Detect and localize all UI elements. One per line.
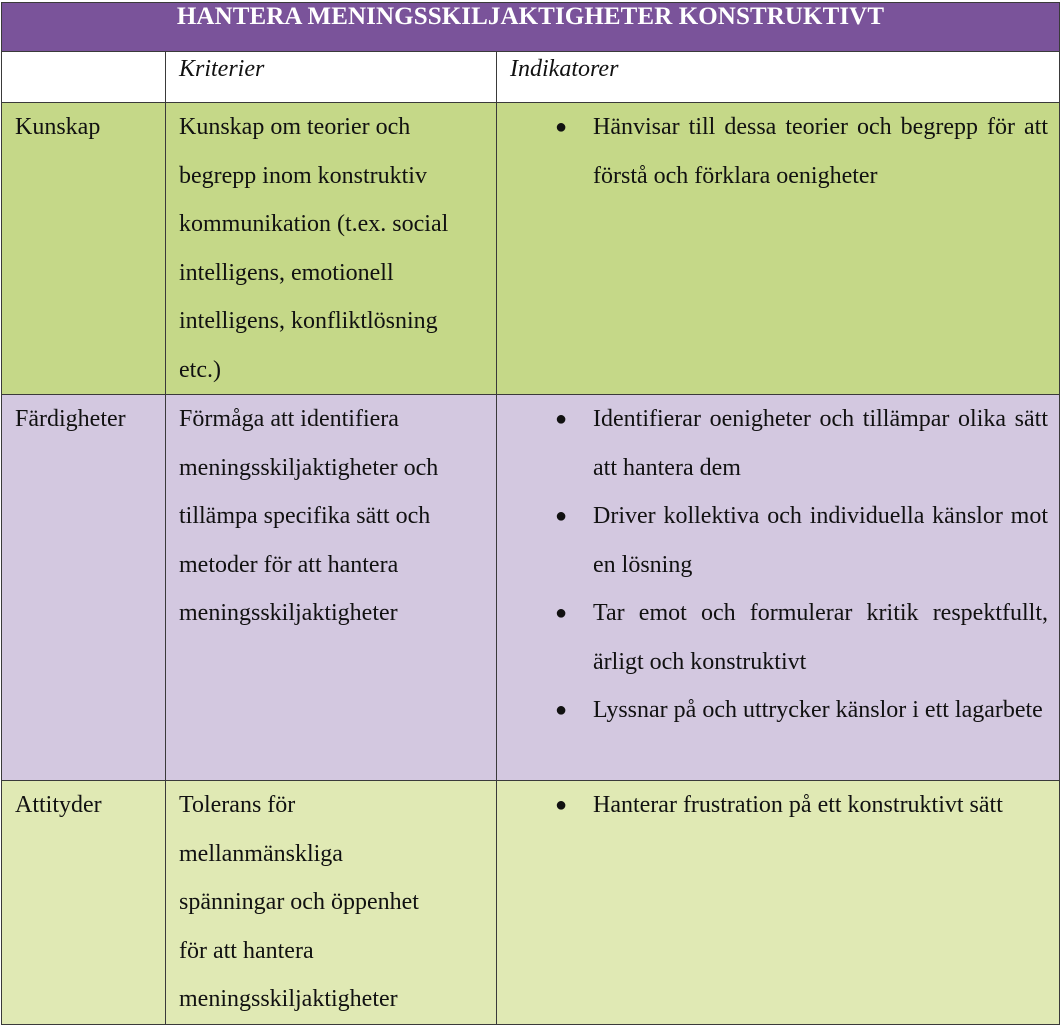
table-row-fardigheter xyxy=(2,395,1060,781)
indicators-cell xyxy=(497,781,1060,1025)
criteria-cell: Kunskap om teorier och begrepp inom konstruktiv kommunikation (t.ex. social intelligens, emotionell intelligens, konfliktlösning etc.) xyxy=(166,103,497,395)
bullet-icon: ● xyxy=(555,505,568,527)
table-row-kunskap xyxy=(2,103,1060,395)
indicator-item: ● Hänvisar till dessa teorier och begrepp för att förstå och förklara oenigheter xyxy=(497,103,1048,200)
criteria-cell: Förmåga att identifiera meningsskiljaktigheter och tillämpa specifika sätt och metoder för att hantera meningsskiljaktigheter xyxy=(166,395,497,781)
indicators-cell xyxy=(497,395,1060,781)
category-cell: Kunskap xyxy=(2,103,166,395)
category-cell: Färdigheter xyxy=(2,395,166,781)
header-row xyxy=(2,52,1060,103)
bullet-icon: ● xyxy=(555,699,568,721)
indicator-item: ● Lyssnar på och uttrycker känslor i ett lagarbete xyxy=(497,686,1048,735)
table-row-attityder xyxy=(2,781,1060,1025)
indicator-item: ● Hanterar frustration på ett konstruktivt sätt xyxy=(497,781,1048,830)
indicators-cell xyxy=(497,103,1060,395)
criteria-cell: Tolerans för mellanmänskliga spänningar och öppenhet för att hantera meningsskiljaktigheter xyxy=(166,781,497,1025)
header-kriterier: Kriterier xyxy=(166,52,497,103)
indicator-item: ● Driver kollektiva och individuella känslor mot en lösning xyxy=(497,492,1048,589)
table-title: HANTERA MENINGSSKILJAKTIGHETER KONSTRUKTIVT xyxy=(2,3,1060,52)
header-indikatorer: Indikatorer xyxy=(497,52,1060,103)
title-row xyxy=(2,3,1060,52)
header-empty xyxy=(2,52,166,103)
indicator-item: ● Tar emot och formulerar kritik respektfullt, ärligt och konstruktivt xyxy=(497,589,1048,686)
category-cell: Attityder xyxy=(2,781,166,1025)
bullet-icon: ● xyxy=(555,408,568,430)
bullet-icon: ● xyxy=(555,116,568,138)
rubric-table xyxy=(1,2,1060,1025)
bullet-icon: ● xyxy=(555,602,568,624)
bullet-icon: ● xyxy=(555,794,568,816)
indicator-item: ● Identifierar oenigheter och tillämpar olika sätt att hantera dem xyxy=(497,395,1048,492)
